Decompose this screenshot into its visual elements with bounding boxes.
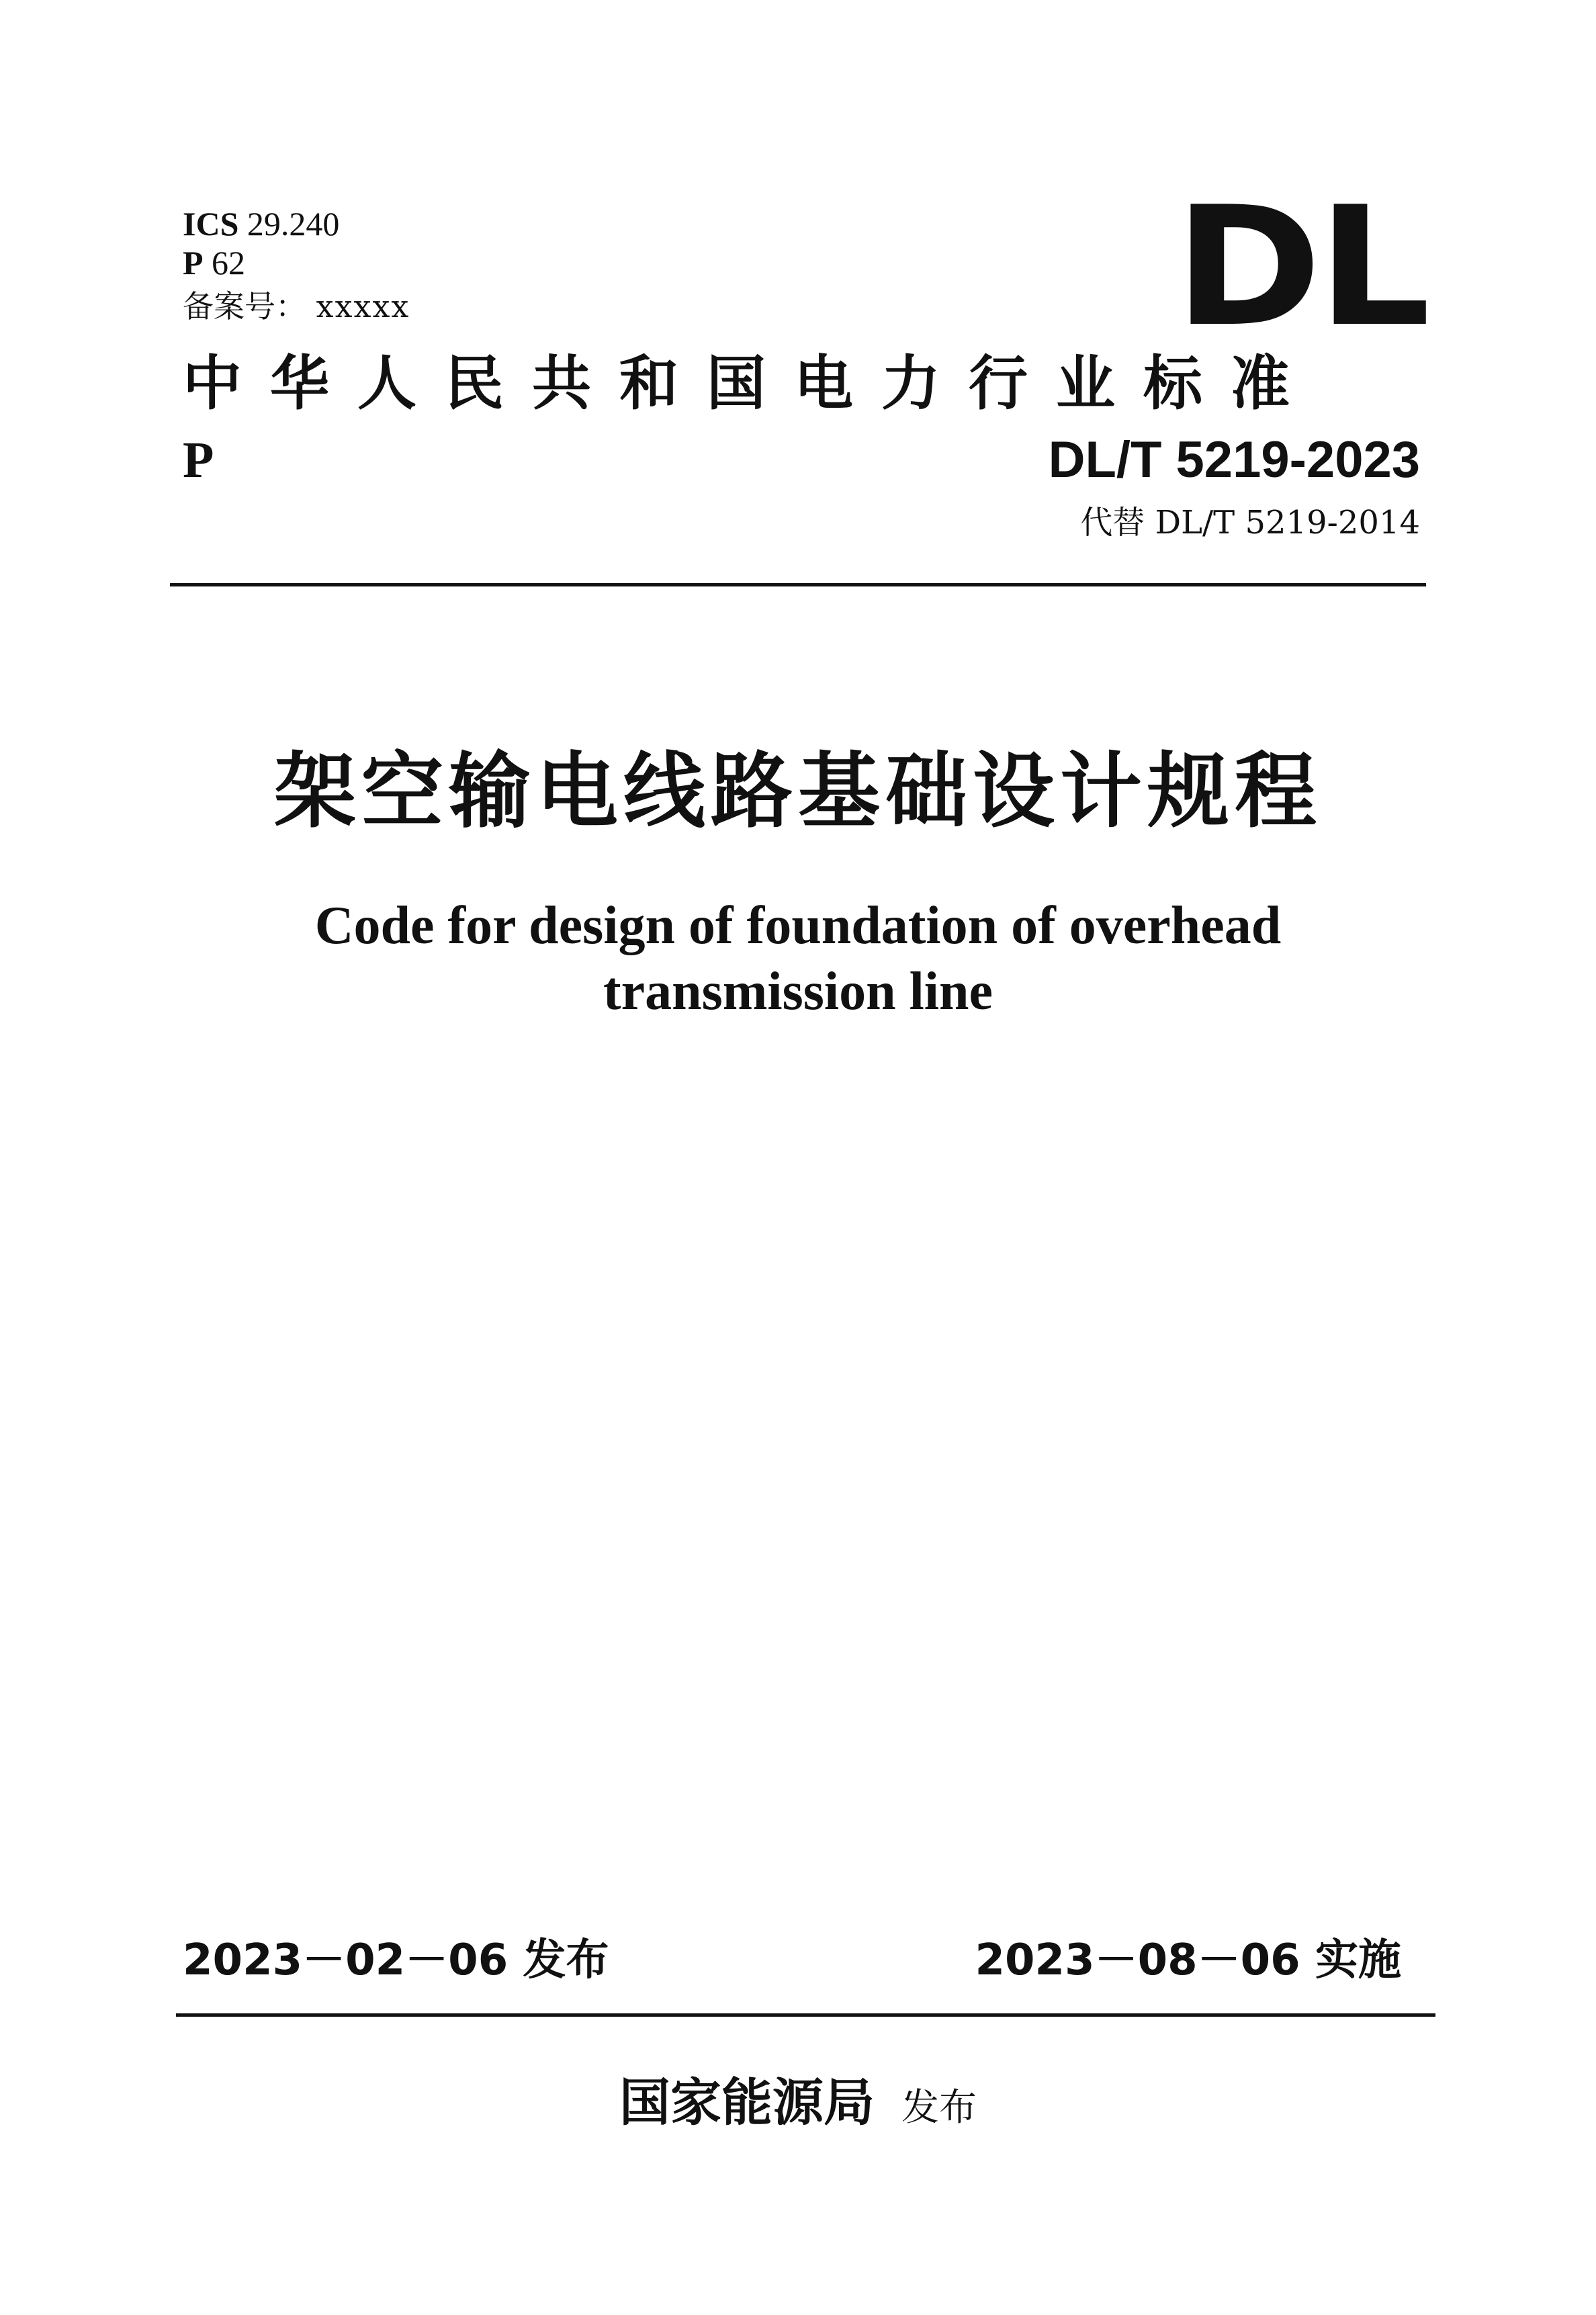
document-title-en-line2: transmission line [603,962,993,1021]
standard-category: P [183,432,214,488]
ics-line [183,205,339,243]
header-divider [170,583,1426,586]
class-line [183,244,245,281]
class-label: P [183,244,204,281]
record-label: 备案号： [183,288,306,324]
ics-label: ICS [183,205,239,243]
class-value: 62 [212,244,246,281]
record-line [183,288,410,325]
document-title-zh: 架空输电线路基础设计规程 [274,744,1322,839]
ics-value: 29.240 [247,205,340,243]
standard-title: 中华人民共和国电力行业标准 [183,348,1319,418]
replaces-standard: 代替 DL/T 5219-2014 [1080,504,1420,541]
standard-number: DL/T 5219-2023 [1048,431,1420,488]
footer-divider [176,2013,1435,2017]
implement-date: 2023－08－06 实施 [975,1935,1401,1985]
issuer-block [0,2072,1596,2138]
document-title-en-line1: Code for design of foundation of overhead [314,896,1282,955]
publish-date: 2023－02－06 发布 [183,1935,609,1985]
dl-logo: DL [1173,171,1426,363]
issuer-suffix: 发布 [901,2086,977,2130]
record-value: xxxxx [316,288,410,324]
issuer-name: 国家能源局 [619,2072,875,2132]
